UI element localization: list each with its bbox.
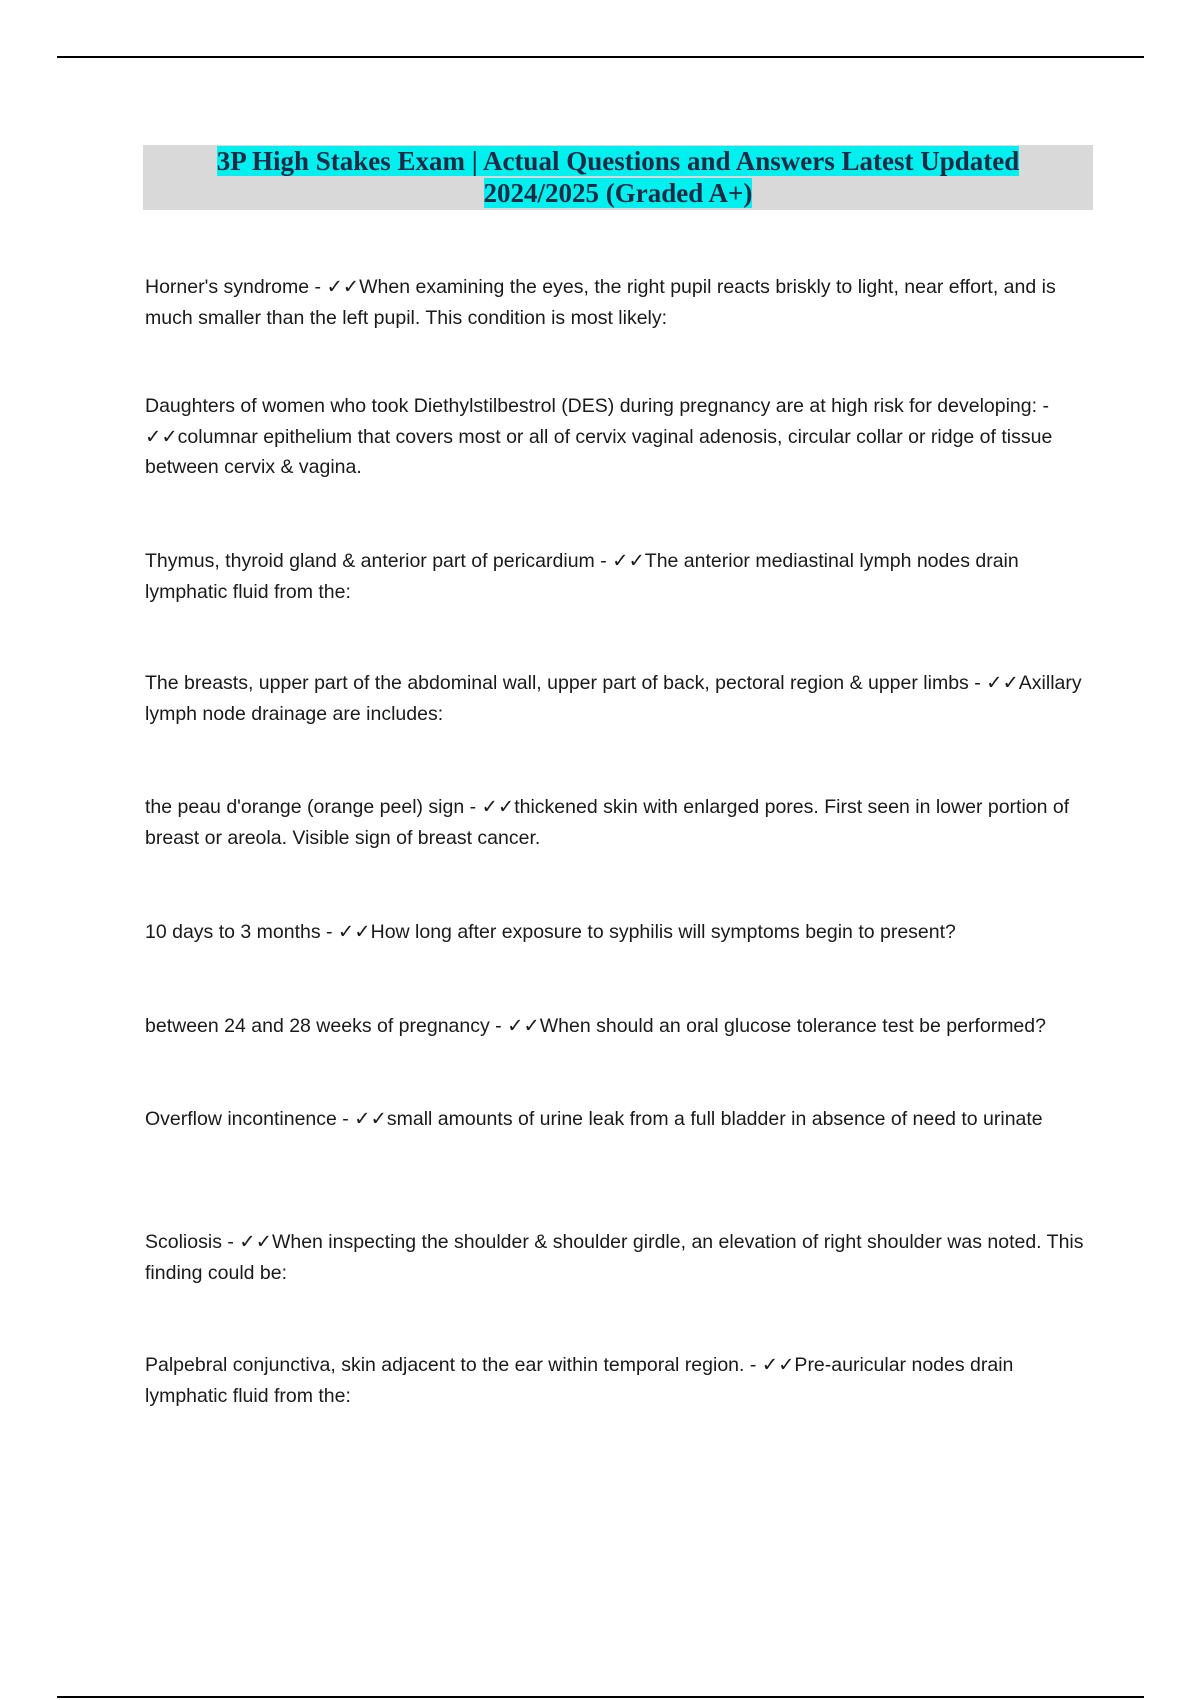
qa-item-9: Scoliosis - ✓✓When inspecting the shoulder & shoulder girdle, an elevation of right shoulder was noted. This finding could be:	[145, 1231, 1084, 1284]
top-rule	[57, 56, 1144, 58]
qa-item-8: Overflow incontinence - ✓✓small amounts of urine leak from a full bladder in absence of need to urinate	[145, 1108, 1043, 1130]
qa-item-3: Thymus, thyroid gland & anterior part of pericardium - ✓✓The anterior mediastinal lymph nodes drain lymphatic fluid from the:	[145, 550, 1019, 603]
document-title	[143, 145, 1093, 210]
title-line-2: 2024/2025 (Graded A+)	[483, 178, 753, 208]
title-line-1: 3P High Stakes Exam | Actual Questions and Answers Latest Updated	[216, 146, 1020, 176]
qa-item-10: Palpebral conjunctiva, skin adjacent to the ear within temporal region. - ✓✓Pre-auricular nodes drain lymphatic fluid from the:	[145, 1354, 1014, 1407]
qa-item-4: The breasts, upper part of the abdominal wall, upper part of back, pectoral region & upper limbs - ✓✓Axillary lymph node drainage are includes:	[145, 672, 1082, 725]
qa-item-7: between 24 and 28 weeks of pregnancy - ✓✓When should an oral glucose tolerance test be performed?	[145, 1015, 1046, 1037]
qa-item-1: Horner's syndrome - ✓✓When examining the eyes, the right pupil reacts briskly to light, near effort, and is much smaller than the left pupil. This condition is most likely:	[145, 276, 1056, 329]
qa-item-2: Daughters of women who took Diethylstilbestrol (DES) during pregnancy are at high risk for developing: - ✓✓columnar epithelium that covers most or all of cervix vaginal adenosis, circular collar or ridge of tissue between cervix & vagina.	[145, 395, 1053, 478]
qa-item-5: the peau d'orange (orange peel) sign - ✓✓thickened skin with enlarged pores. First seen in lower portion of breast or areola. Visible sign of breast cancer.	[145, 796, 1070, 849]
qa-item-6: 10 days to 3 months - ✓✓How long after exposure to syphilis will symptoms begin to present?	[145, 921, 956, 943]
bottom-rule	[57, 1696, 1144, 1698]
